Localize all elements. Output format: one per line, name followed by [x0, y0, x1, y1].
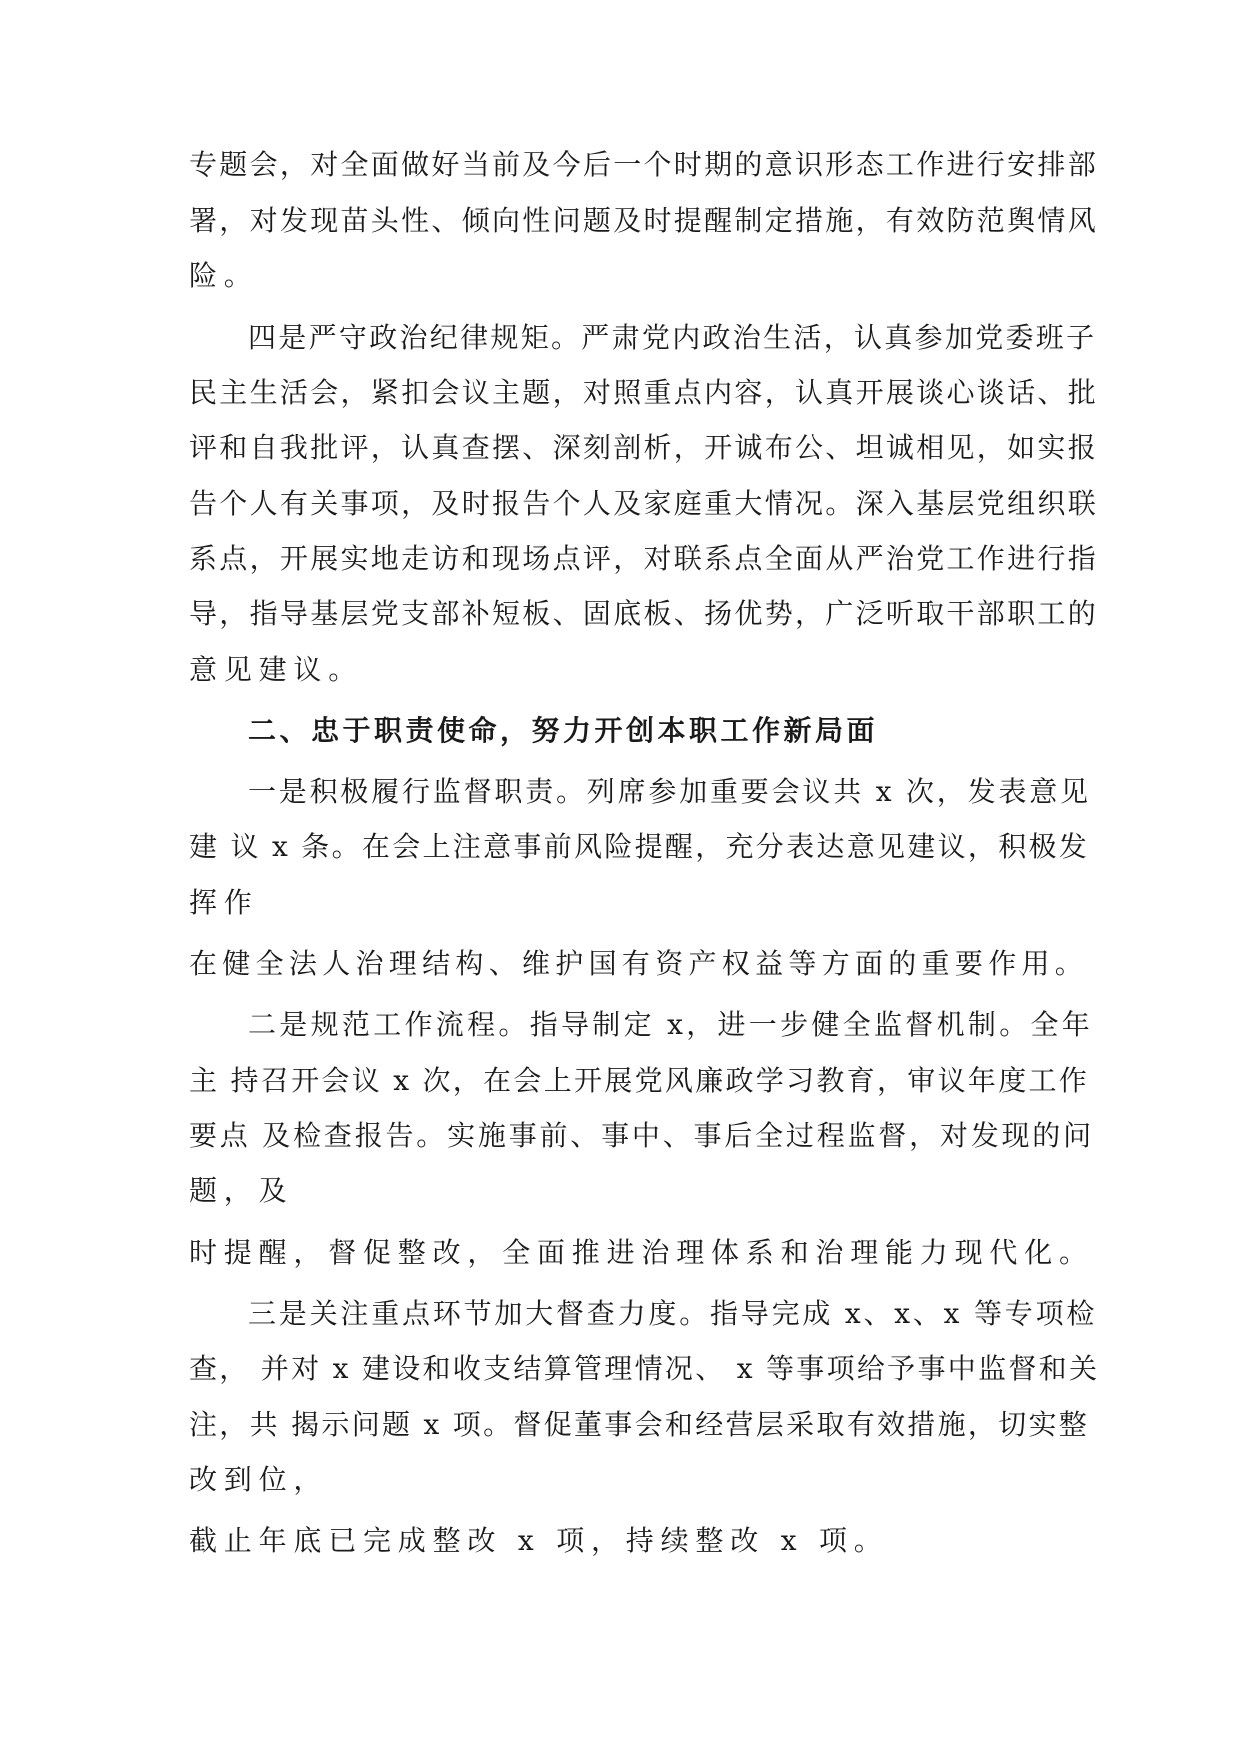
text-line: 注，共 揭示问题 x 项。督促董事会和经营层采取有效措施，切实整 — [189, 1408, 1090, 1441]
text-line: 专题会，对全面做好当前及今后一个时期的意识形态工作进行安排部 — [189, 148, 1099, 181]
text-line: 挥作 — [189, 886, 259, 919]
text-line: 民主生活会，紧扣会议主题，对照重点内容，认真开展谈心谈话、批 — [189, 376, 1099, 409]
text-line: 题，及 — [189, 1174, 294, 1207]
text-line: 截止年底已完成整改 x 项，持续整改 x 项。 — [189, 1524, 889, 1557]
text-line: 要点 及检查报告。实施事前、事中、事后全过程监督，对发现的问 — [189, 1119, 1094, 1152]
paragraph-start-line: 一是积极履行监督职责。列席参加重要会议共 x 次，发表意见 — [248, 775, 1091, 808]
text-line: 改到位， — [189, 1463, 329, 1496]
text-line: 意见建议。 — [189, 653, 364, 686]
section-heading: 二、忠于职责使命，努力开创本职工作新局面 — [248, 714, 879, 747]
paragraph-start-line: 三是关注重点环节加大督查力度。指导完成 x、x、x 等专项检 — [248, 1297, 1098, 1330]
text-line: 查， 并对 x 建设和收支结算管理情况、 x 等事项给予事中监督和关 — [189, 1352, 1100, 1385]
paragraph-start-line: 二是规范工作流程。指导制定 x，进一步健全监督机制。全年 — [248, 1008, 1094, 1041]
text-line: 主 持召开会议 x 次，在会上开展党风廉政学习教育，审议年度工作 — [189, 1064, 1090, 1097]
paragraph-start-line: 四是严守政治纪律规矩。严肃党内政治生活，认真参加党委班子 — [248, 321, 1097, 354]
text-line: 在健全法人治理结构、维护国有资产权益等方面的重要作用。 — [189, 947, 1089, 980]
text-line: 系点，开展实地走访和现场点评，对联系点全面从严治党工作进行指 — [189, 542, 1099, 575]
text-line: 告个人有关事项，及时报告个人及家庭重大情况。深入基层党组织联 — [189, 487, 1099, 520]
text-line: 评和自我批评，认真查摆、深刻剖析，开诚布公、坦诚相见，如实报 — [189, 431, 1099, 464]
text-line: 险。 — [189, 259, 259, 292]
text-line: 时提醒，督促整改，全面推进治理体系和治理能力现代化。 — [189, 1236, 1094, 1269]
text-line: 署，对发现苗头性、倾向性问题及时提醒制定措施，有效防范舆情风 — [189, 204, 1099, 237]
text-line: 建 议 x 条。在会上注意事前风险提醒，充分表达意见建议，积极发 — [189, 830, 1090, 863]
text-line: 导，指导基层党支部补短板、固底板、扬优势，广泛听取干部职工的 — [189, 597, 1099, 630]
